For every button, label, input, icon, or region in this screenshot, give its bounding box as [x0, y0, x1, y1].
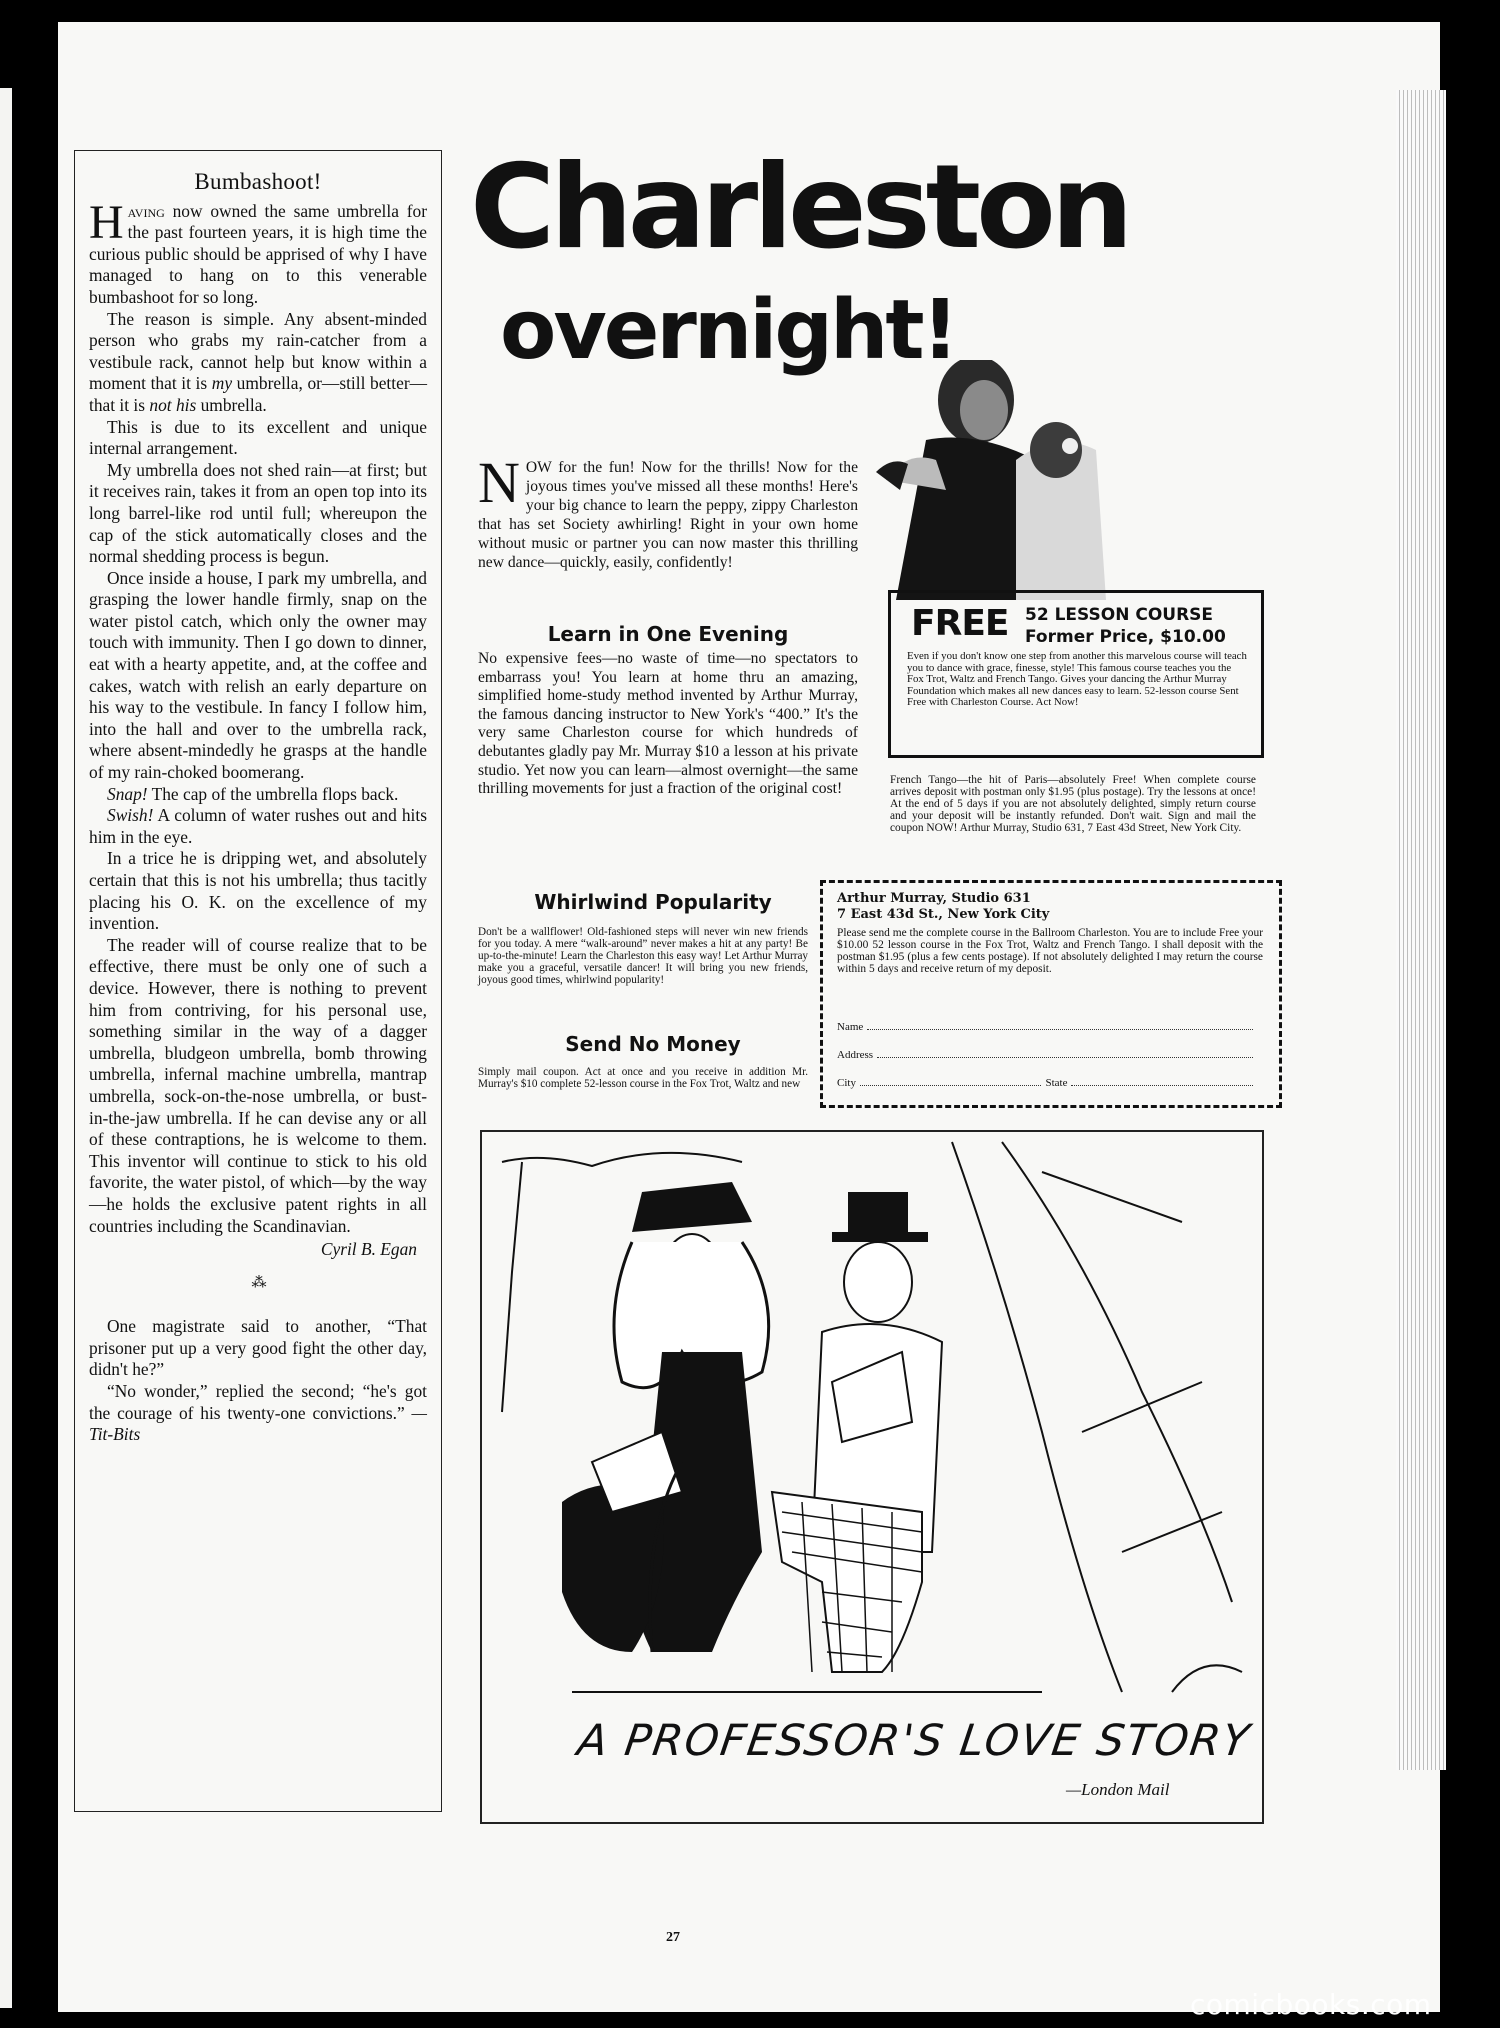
coupon-address-field[interactable]: Address — [837, 1049, 1257, 1061]
article-body — [89, 171, 427, 1446]
ad-body-popularity: Don't be a wallflower! Old-fashioned steps will never win new friends for you today. A mere “walk-around” never makes a hit at any party! Be up-to-the-minute! Learn the Charleston this easy way! Let Arthur Murray make you a graceful, versatile dancer! It will bring you new friends, joyous good times, whirlwind popularity! — [478, 926, 808, 986]
ad-subhead-learn: Learn in One Evening — [547, 622, 789, 646]
article-paragraph: Swish! A column of water rushes out and hits him in the eye. — [89, 805, 427, 847]
coupon-address-line2: 7 East 43d St., New York City — [837, 907, 1050, 922]
cartoon-panel — [480, 1130, 1264, 1824]
coupon-city-state-field[interactable]: City State — [837, 1077, 1257, 1089]
former-price: Former Price, $10.00 — [1025, 627, 1226, 647]
drop-cap: N — [478, 450, 520, 515]
author-signature: Cyril B. Egan — [320, 1239, 417, 1260]
coupon-address-line1: Arthur Murray, Studio 631 — [837, 891, 1031, 906]
cartoon-caption: A PROFESSOR'S LOVE STORY — [574, 1716, 1255, 1766]
ad-subhead-send-no-money: Send No Money — [565, 1032, 741, 1056]
cartoon-credit: —London Mail — [1066, 1780, 1170, 1799]
drop-cap: H — [89, 195, 124, 249]
coupon-body: Please send me the complete course in the Ballroom Charleston. You are to include Free your $10.00 52 lesson course in the Fox Trot, Waltz and French Tango. I shall deposit with the postman $1.95 (plus a few cents postage). If not absolutely delighted I may return the course within 5 days and receive return of my deposit. — [837, 927, 1263, 975]
dancing-couple-photo — [866, 360, 1266, 600]
ad-subhead-popularity: Whirlwind Popularity — [534, 890, 772, 914]
article-paragraph: The reader will of course realize that to be effective, there must be only one of such a device. However, there is nothing to prevent him from contriving, for his personal use, something similar in the way of a dagger umbrella, bludgeon umbrella, bomb throwing umbrella, infernal machine umbrella, mantrap umbrella, sock-on-the-nose umbrella, or bust-in-the-jaw umbrella. If he can devise any or all of these contraptions, he is welcome to them. This inventor will continue to stick to his old favorite, the water pistol, of which—by the way—he holds the exclusive patent rights in all countries including the Scandinavian. — [89, 934, 427, 1236]
article-paragraph: This is due to its excellent and unique internal arrangement. — [89, 416, 427, 459]
free-course-line: 52 LESSON COURSE — [1025, 605, 1214, 625]
free-course-box — [888, 590, 1264, 758]
article-paragraph: Once inside a house, I park my umbrella, and grasping the lower handle firmly, snap on the water pistol catch, which only the owner may touch with immunity. Then I go down to dinner, eat with a hearty appetite, and, at the coffee and cakes, watch with relish an early departure on his way to the vestibule. In fancy I follow him, into the hall and over to the umbrella rack, where absent-mindedly he grasps at the handle of my rain-choked boomerang. — [89, 567, 427, 783]
article-paragraph: In a trice he is dripping wet, and absolutely certain that this is not his umbrella; thus tacitly placing his O. K. on the excellence of my invention. — [89, 848, 427, 934]
free-course-body: Even if you don't know one step from another this marvelous course will teach you to dance with grace, finesse, style! This famous course teaches you the Fox Trot, Waltz and French Tango. Gives your dancing the Arthur Murray Foundation which makes all new dances easy to learn. 52-lesson course Sent Free with Charleston Course. Act Now! — [907, 650, 1247, 709]
joke-paragraph: One magistrate said to another, “That prisoner put up a very good fight the other day, didn't he?” — [89, 1316, 427, 1380]
facing-page-edge — [0, 88, 12, 2008]
article-paragraph: The reason is simple. Any absent-minded person who grabs my rain-catcher from a vestibule rack, cannot help but know within a moment that it is my umbrella, or—still better—that it is not his umbrella. — [89, 308, 427, 415]
ad-body-learn: No expensive fees—no waste of time—no spectators to embarrass you! You learn at home thru an amazing, simplified home-study method invented by Arthur Murray, the famous dancing instructor to New York's “400.” It's the very same Charleston course for which hundreds of debutantes gladly pay Mr. Murray $10 a lesson at his private studio. Yet now you can learn—almost overnight—the same thrilling movements for just a fraction of the original cost! — [478, 650, 858, 798]
article-column — [74, 150, 442, 1812]
ad-headline-overnight: overnight! — [500, 283, 956, 378]
page-stack-edge — [1396, 90, 1446, 1770]
section-ornament: ⁂ — [251, 1274, 265, 1291]
free-label: FREE — [911, 603, 1009, 644]
article-paragraph: My umbrella does not shed rain—at first; but it receives rain, takes it from an open top into its long barrel-like rod until full; whereupon the cap of the stick automatically closes and the normal shedding process is begun. — [89, 459, 427, 567]
page-number: 27 — [666, 1930, 680, 1945]
order-coupon[interactable] — [820, 880, 1282, 1108]
article-paragraph: Snap! The cap of the umbrella flops back. — [107, 783, 399, 804]
ad-intro: NOW for the fun! Now for the thrills! Now for the joyous times you've missed all these months! Here's your big chance to learn the peppy, zippy Charleston that has set Society awhirling! Right in your own home without music or partner you can now master this thrilling new dance—quickly, easily, confidently! — [478, 450, 858, 571]
joke-paragraph: “No wonder,” replied the second; “he's got the courage of his twenty-one convictions.” —Tit-Bits — [89, 1381, 427, 1445]
tango-offer: French Tango—the hit of Paris—absolutely Free! When complete course arrives deposit with postman only $1.95 (plus postage). Try the lessons at once! At the end of 5 days if you are not absolutely delighted, simply return course and your deposit will be instantly refunded. Don't wait. Sign and mail the coupon NOW! Arthur Murray, Studio 631, 7 East 43d Street, New York City. — [890, 774, 1256, 834]
joke-source: —Tit-Bits — [89, 1402, 427, 1445]
coupon-name-field[interactable]: Name — [837, 1021, 1257, 1033]
article-paragraph: Having now owned the same umbrella for the past fourteen years, it is high time the curious public should be apprised of why I have managed to hang on to this venerable bumbashoot for so long. — [89, 195, 427, 307]
watermark: comicbooks.com — [1190, 1988, 1432, 2021]
article-title: Bumbashoot! — [194, 169, 322, 194]
ad-headline-charleston: Charleston — [470, 140, 1129, 275]
ad-body-send-no-money: Simply mail coupon. Act at once and you receive in addition Mr. Murray's $10 complete 52-lesson course in the Fox Trot, Waltz and new — [478, 1066, 808, 1090]
